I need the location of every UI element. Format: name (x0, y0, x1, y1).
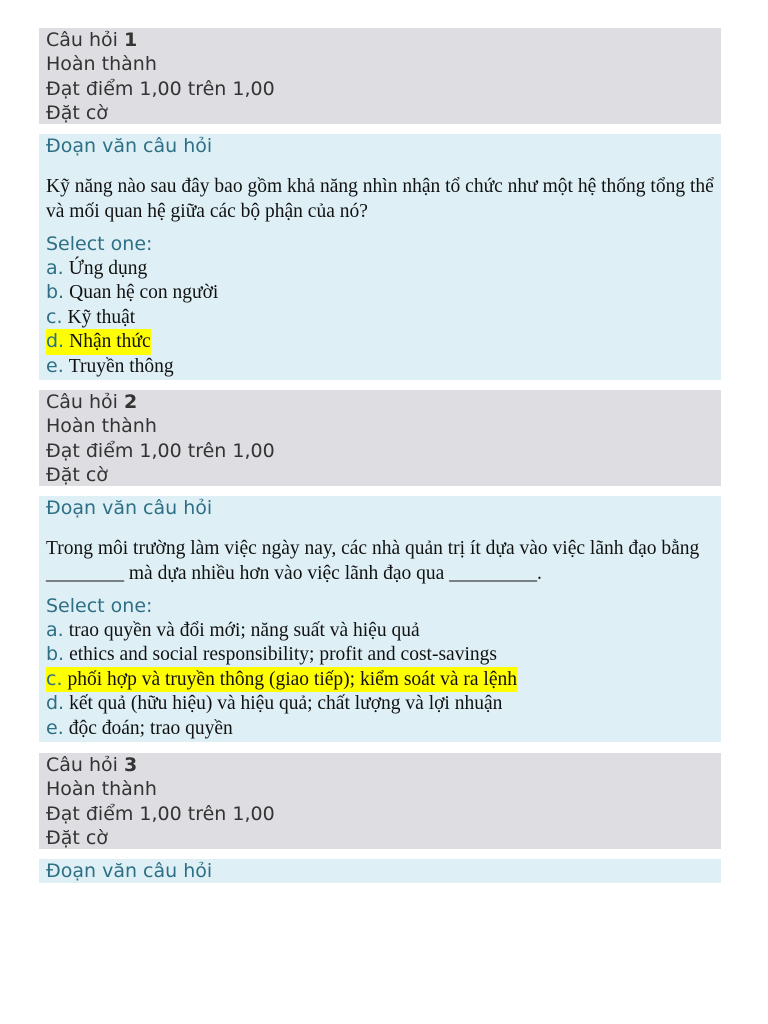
question-number: Câu hỏi 1 (46, 29, 138, 51)
flag-question-link[interactable]: Đặt cờ (46, 463, 108, 486)
question-info-1 (39, 28, 721, 124)
select-one-prompt: Select one: (46, 233, 153, 255)
answer-option-d-selected[interactable]: d. Nhận thức (46, 329, 714, 353)
flag-question-link[interactable]: Đặt cờ (46, 101, 108, 124)
answer-option-c-selected[interactable]: c. phối hợp và truyền thông (giao tiếp); kiểm soát và ra lệnh (46, 667, 714, 691)
question-grade: Đạt điểm 1,00 trên 1,00 (46, 77, 275, 100)
question-text-label: Đoạn văn câu hỏi (46, 135, 213, 157)
question-state: Hoàn thành (46, 415, 157, 438)
question-state: Hoàn thành (46, 53, 157, 76)
question-content-3 (39, 859, 721, 883)
question-grade: Đạt điểm 1,00 trên 1,00 (46, 802, 275, 825)
question-info-3 (39, 753, 721, 849)
answer-option-c[interactable]: c. Kỹ thuật (46, 305, 136, 328)
question-content-1 (39, 134, 721, 380)
question-grade: Đạt điểm 1,00 trên 1,00 (46, 439, 275, 462)
answer-option-e[interactable]: e. Truyền thông (46, 354, 174, 377)
answer-option-d[interactable]: d. kết quả (hữu hiệu) và hiệu quả; chất lượng và lợi nhuận (46, 692, 503, 715)
question-number: Câu hỏi 3 (46, 754, 138, 776)
answer-option-b[interactable]: b. Quan hệ con người (46, 281, 219, 304)
select-one-prompt: Select one: (46, 595, 153, 617)
flag-question-link[interactable]: Đặt cờ (46, 826, 108, 849)
question-text: Kỹ năng nào sau đây bao gồm khả năng nhìn nhận tổ chức như một hệ thống tổng thể và mối quan hệ giữa các bộ phận của nó? (46, 176, 714, 222)
question-state: Hoàn thành (46, 778, 157, 801)
answer-option-a[interactable]: a. Ứng dụng (46, 257, 148, 279)
answer-list (46, 256, 714, 378)
question-text: Trong môi trường làm việc ngày nay, các nhà quản trị ít dựa vào việc lãnh đạo bằng ________ mà dựa nhiều hơn vào việc lãnh đạo qua _________. (46, 538, 700, 584)
answer-list (46, 618, 714, 740)
question-text-label: Đoạn văn câu hỏi (46, 497, 213, 519)
answer-option-a[interactable]: a. trao quyền và đổi mới; năng suất và hiệu quả (46, 619, 420, 641)
question-number: Câu hỏi 2 (46, 391, 138, 413)
answer-option-e[interactable]: e. độc đoán; trao quyền (46, 716, 233, 739)
question-text-label: Đoạn văn câu hỏi (46, 860, 213, 882)
answer-option-b[interactable]: b. ethics and social responsibility; profit and cost-savings (46, 643, 497, 666)
question-info-2 (39, 390, 721, 486)
question-content-2 (39, 496, 721, 742)
